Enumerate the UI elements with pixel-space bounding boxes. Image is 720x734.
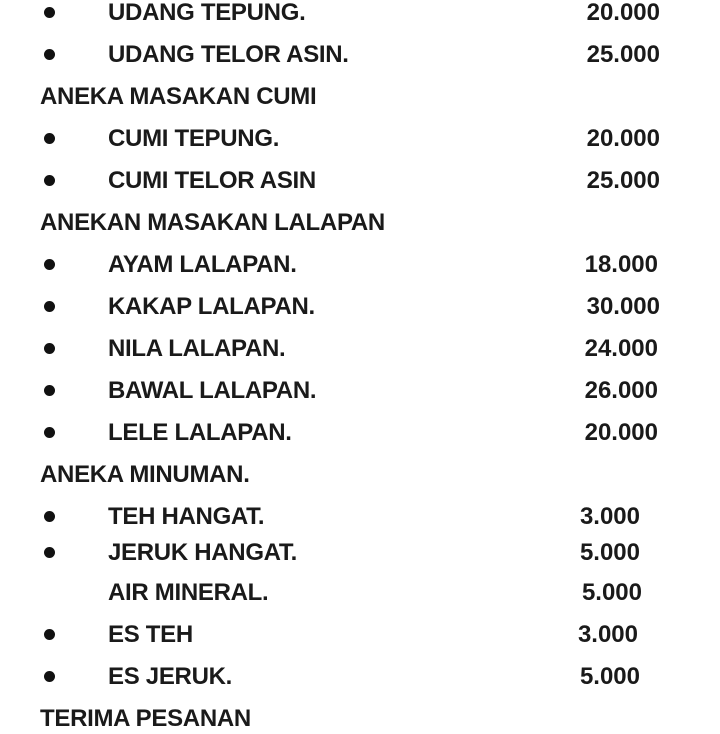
menu-item-price: 3.000: [577, 621, 638, 648]
menu-item-price: 25.000: [586, 167, 660, 194]
bullet-icon: [44, 671, 55, 682]
menu-item-name: AIR MINERAL.: [108, 579, 269, 606]
section-heading: [0, 460, 720, 490]
section-heading-text: TERIMA PESANAN: [40, 705, 251, 732]
menu-item-name: NILA LALAPAN.: [108, 335, 286, 362]
menu-item-name: ES TEH: [108, 621, 193, 648]
menu-item: [0, 166, 720, 196]
bullet-icon: [44, 629, 55, 640]
menu-item-name: UDANG TEPUNG.: [108, 0, 306, 26]
bullet-icon: [44, 7, 55, 18]
menu-item-name: LELE LALAPAN.: [108, 419, 292, 446]
section-heading: [0, 704, 720, 734]
menu-item-name: JERUK HANGAT.: [108, 539, 298, 566]
menu-item-price: 5.000: [581, 579, 642, 606]
menu-item-name: TEH HANGAT.: [108, 503, 265, 530]
menu-item-price: 5.000: [579, 539, 640, 566]
menu-item-name: CUMI TELOR ASIN: [108, 167, 316, 194]
section-heading: [0, 82, 720, 112]
menu-item: [0, 124, 720, 154]
menu-item: [0, 250, 720, 280]
bullet-icon: [44, 547, 55, 558]
menu-item-name: ES JERUK.: [108, 663, 233, 690]
section-heading: [0, 208, 720, 238]
section-heading-text: ANEKA MINUMAN.: [40, 461, 250, 488]
section-heading-text: ANEKA MASAKAN CUMI: [40, 83, 317, 110]
menu-item-price: 25.000: [586, 41, 660, 68]
menu-item-name: BAWAL LALAPAN.: [108, 377, 317, 404]
menu-item-name: KAKAP LALAPAN.: [108, 293, 315, 320]
bullet-icon: [44, 175, 55, 186]
menu-item-price: 3.000: [579, 503, 640, 530]
menu-item: [0, 538, 720, 568]
menu-item-price: 18.000: [584, 251, 658, 278]
bullet-icon: [44, 427, 55, 438]
menu-item-name: UDANG TELOR ASIN.: [108, 41, 349, 68]
menu-item-price: 5.000: [579, 663, 640, 690]
menu-item: [0, 502, 720, 532]
section-heading-text: ANEKAN MASAKAN LALAPAN: [40, 209, 385, 236]
menu-item: [0, 292, 720, 322]
menu-item: [0, 418, 720, 448]
menu-item: [0, 662, 720, 692]
bullet-icon: [44, 301, 55, 312]
bullet-icon: [44, 133, 55, 144]
menu-item-price: 26.000: [584, 377, 658, 404]
menu-item: [0, 376, 720, 406]
bullet-icon: [44, 343, 55, 354]
menu-item-price: 20.000: [586, 125, 660, 152]
menu-item: [0, 40, 720, 70]
menu-item: [0, 0, 720, 28]
menu-item: [0, 620, 720, 650]
menu-item: [0, 578, 720, 608]
menu-item-name: AYAM LALAPAN.: [108, 251, 297, 278]
bullet-icon: [44, 259, 55, 270]
menu-item-price: 30.000: [586, 293, 660, 320]
menu-item-name: CUMI TEPUNG.: [108, 125, 280, 152]
bullet-icon: [44, 385, 55, 396]
bullet-icon: [44, 511, 55, 522]
menu-item-price: 24.000: [584, 335, 658, 362]
menu-item-price: 20.000: [586, 0, 660, 26]
menu-item: [0, 334, 720, 364]
bullet-icon: [44, 49, 55, 60]
menu-item-price: 20.000: [584, 419, 658, 446]
